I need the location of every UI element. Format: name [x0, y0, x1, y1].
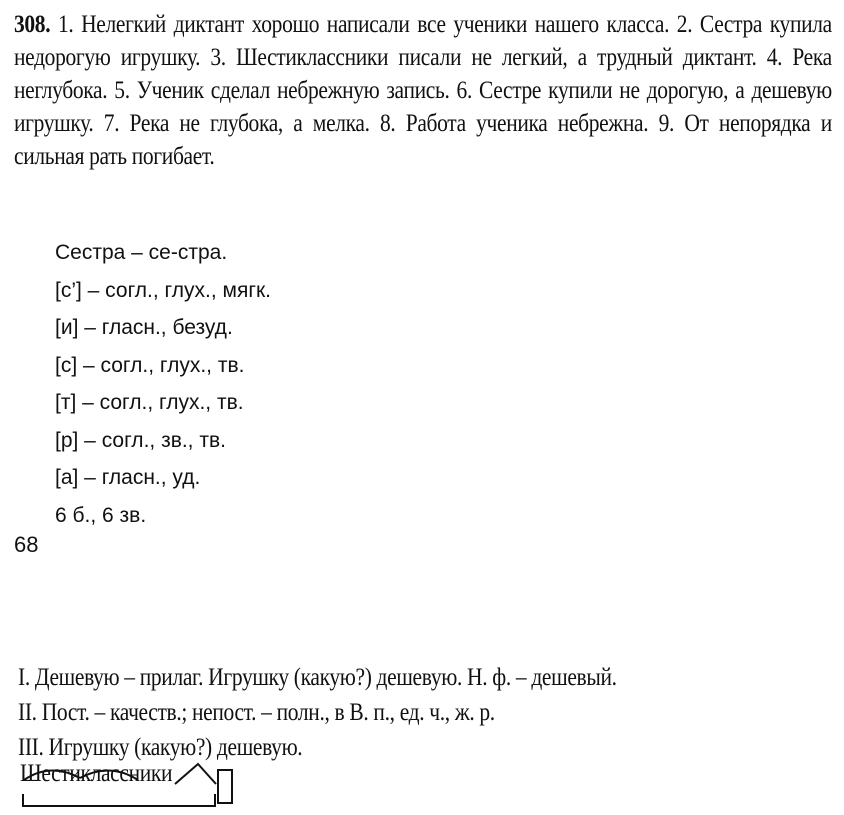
- sound-row: [а] – гласн., уд.: [55, 466, 201, 489]
- exercise-text: 1. Нелегкий диктант хорошо написали все ученики нашего класса. 2. Сестра купила недорогую игрушку. 3. Шестиклассники писали не легкий, а трудный диктант. 4. Река неглубока. 5. Ученик сделал небрежную запись. 6. Сестре купили не дорогую, а дешевую игрушку. 7. Река не глубока, а мелка. 8. Работа ученика небрежна. 9. От непорядка и сильная рать погибает.: [14, 11, 832, 170]
- morpheme-word: Шестиклассники: [20, 760, 173, 787]
- sound-row: [с] – согл., глух., тв.: [55, 353, 245, 377]
- analysis-line-1: I. Дешевую – прилаг. Игрушку (какую?) дешевую. Н. ф. – дешевый.: [18, 664, 617, 691]
- sound-row: [т] – согл., глух., тв.: [55, 391, 244, 414]
- sound-summary: 6 б., 6 зв.: [55, 503, 147, 527]
- analysis-line-2: II. Пост. – качеств.; непост. – полн., в В. п., ед. ч., ж. р.: [18, 699, 495, 726]
- exercise-number: 308.: [14, 11, 51, 38]
- sound-row: [и] – гласн., безуд.: [55, 316, 233, 339]
- word-split: Сестра – се-стра.: [55, 241, 228, 264]
- analysis-line-3: III. Игрушку (какую?) дешевую.: [18, 734, 303, 761]
- morpheme-marks-icon: [20, 760, 250, 815]
- morphological-analysis: [18, 660, 617, 765]
- morpheme-parse: [20, 760, 197, 788]
- page-number: 68: [14, 532, 39, 557]
- sound-row: [р] – согл., зв., тв.: [55, 428, 226, 452]
- phonetic-analysis: [55, 234, 271, 534]
- sound-row: [с’] – согл., глух., мягк.: [55, 278, 271, 302]
- exercise-308: [14, 8, 832, 173]
